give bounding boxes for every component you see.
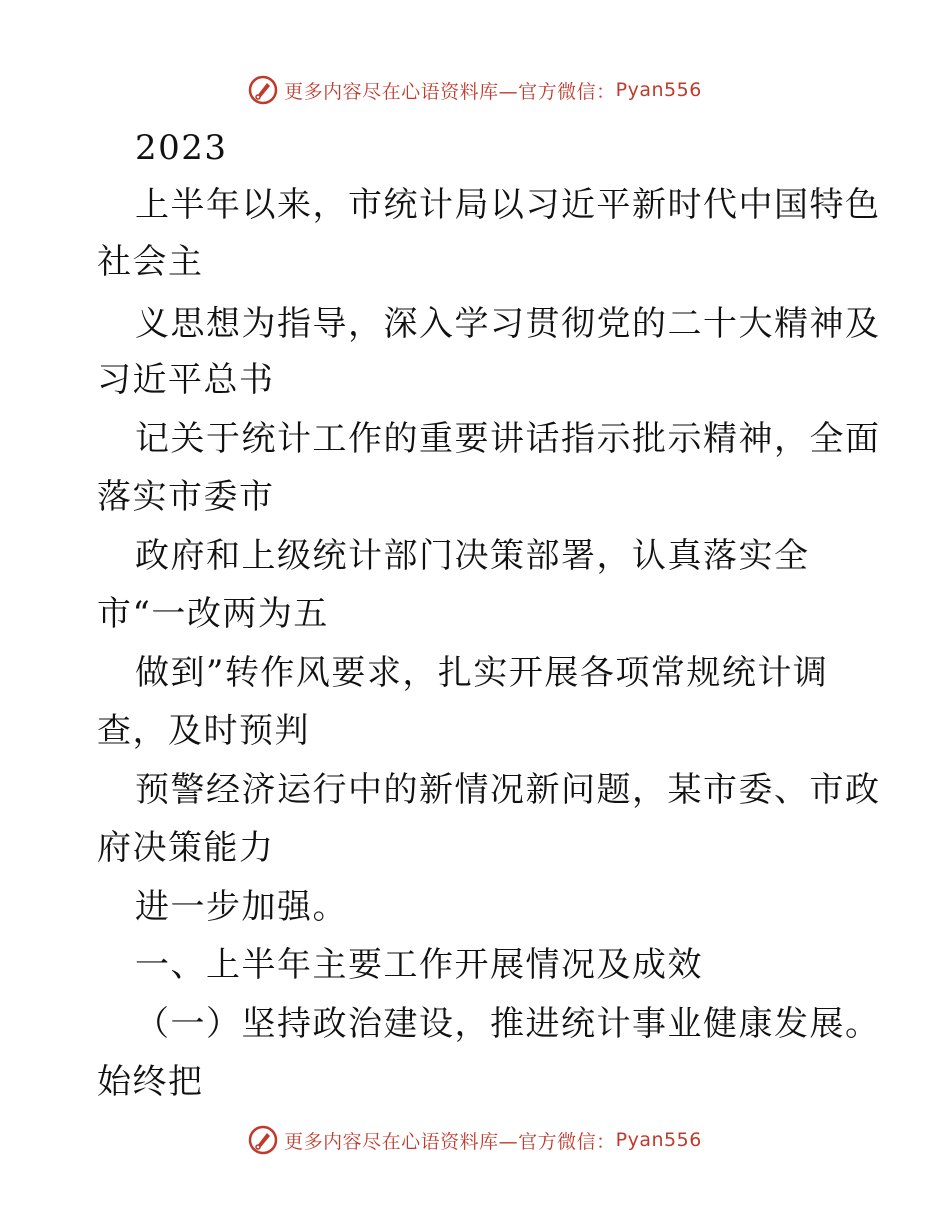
subsection-heading: （一）坚持政治建设，推进统计事业健康发展。 — [135, 1004, 881, 1044]
doc-line: 进一步加强。 — [135, 887, 348, 927]
doc-line: 社会主 — [97, 242, 204, 282]
watermark-wechat-id: Pyan556 — [615, 79, 702, 101]
pen-nib-logo-icon — [248, 75, 278, 105]
section-heading: 一、上半年主要工作开展情况及成效 — [135, 945, 703, 985]
watermark-wechat-id: Pyan556 — [615, 1129, 702, 1151]
doc-line: 上半年以来，市统计局以习近平新时代中国特色 — [135, 185, 881, 225]
doc-line: 府决策能力 — [97, 828, 275, 868]
watermark-text: 更多内容尽在心语资料库—官方微信： — [284, 1130, 616, 1153]
watermark-text: 更多内容尽在心语资料库—官方微信： — [284, 80, 616, 103]
doc-line: 政府和上级统计部门决策部署，认真落实全 — [135, 536, 810, 576]
doc-line: 始终把 — [97, 1062, 204, 1102]
watermark-banner-top — [0, 70, 950, 110]
doc-line: 市“一改两为五 — [97, 594, 329, 634]
doc-line: 记关于统计工作的重要讲话指示批示精神，全面 — [135, 419, 881, 459]
doc-line: 落实市委市 — [97, 477, 275, 517]
doc-line: 查，及时预判 — [97, 711, 310, 751]
watermark-banner-bottom — [0, 1120, 950, 1160]
pen-nib-logo-icon — [248, 1125, 278, 1155]
doc-line: 预警经济运行中的新情况新问题，某市委、市政 — [135, 770, 881, 810]
doc-line: 义思想为指导，深入学习贯彻党的二十大精神及 — [135, 304, 881, 344]
doc-line: 2023 — [135, 128, 228, 168]
doc-line: 习近平总书 — [97, 360, 275, 400]
doc-line: 做到”转作风要求，扎实开展各项常规统计调 — [135, 653, 829, 693]
